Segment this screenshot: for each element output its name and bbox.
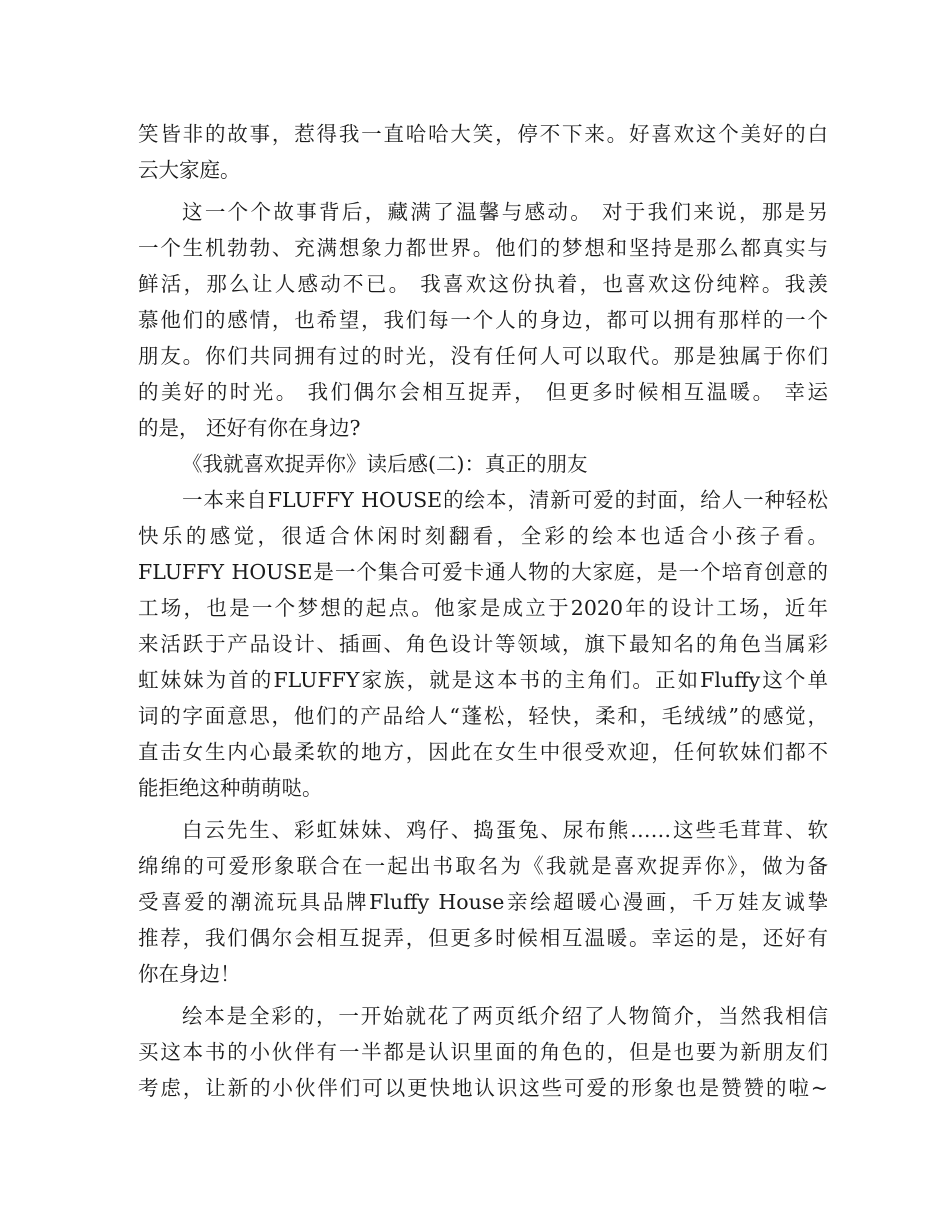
text-line: 云大家庭。 <box>138 158 241 182</box>
text-line: 的美好的时光。 我们偶尔会相互捉弄， 但更多时候相互温暖。 幸运 <box>138 380 828 404</box>
text-line: 朋友。你们共同拥有过的时光，没有任何人可以取代。那是独属于你们 <box>138 344 828 368</box>
body-text <box>138 116 828 1106</box>
text-line: 你在身边！ <box>138 962 241 986</box>
text-line: 直击女生内心最柔软的地方，因此在女生中很受欢迎，任何软妹们都不 <box>138 740 828 764</box>
text-line: 虹妹妹为首的FLUFFY家族，就是这本书的主角们。正如Fluffy这个单 <box>138 668 828 692</box>
text-line: 一个生机勃勃、充满想象力都世界。他们的梦想和坚持是那么都真实与 <box>138 236 828 260</box>
text-line: 白云先生、彩虹妹妹、鸡仔、捣蛋兔、尿布熊……这些毛茸茸、软 <box>182 818 828 842</box>
text-line: 考虑，让新的小伙伴们可以更快地认识这些可爱的形象也是赞赞的啦~ <box>138 1076 828 1100</box>
text-line: 买这本书的小伙伴有一半都是认识里面的角色的，但是也要为新朋友们 <box>138 1040 828 1064</box>
text-line: FLUFFY HOUSE是一个集合可爱卡通人物的大家庭，是一个培育创意的 <box>138 560 828 584</box>
text-line: 绵绵的可爱形象联合在一起出书取名为《我就是喜欢捉弄你》，做为备 <box>138 854 828 878</box>
text-line: 受喜爱的潮流玩具品牌Fluffy House亲绘超暖心漫画，千万娃友诚挚 <box>138 890 828 914</box>
text-line: 慕他们的感情，也希望，我们每一个人的身边，都可以拥有那样的一个 <box>138 308 828 332</box>
text-line: 快乐的感觉，很适合休闲时刻翻看，全彩的绘本也适合小孩子看。 <box>138 524 828 548</box>
text-line: 工场，也是一个梦想的起点。他家是成立于2020年的设计工场，近年 <box>138 596 828 620</box>
text-line: 的是， 还好有你在身边? <box>138 416 361 440</box>
text-line: 鲜活，那么让人感动不已。 我喜欢这份执着，也喜欢这份纯粹。我羡 <box>138 272 828 296</box>
text-line: 《我就喜欢捉弄你》读后感(二)：真正的朋友 <box>182 452 588 476</box>
text-line: 推荐，我们偶尔会相互捉弄，但更多时候相互温暖。幸运的是，还好有 <box>138 926 828 950</box>
text-line: 绘本是全彩的，一开始就花了两页纸介绍了人物简介，当然我相信 <box>182 1004 828 1028</box>
text-line: 一本来自FLUFFY HOUSE的绘本，清新可爱的封面，给人一种轻松 <box>182 488 828 512</box>
text-line: 词的字面意思，他们的产品给人“蓬松，轻快，柔和，毛绒绒”的感觉， <box>138 704 828 728</box>
text-line: 能拒绝这种萌萌哒。 <box>138 776 323 800</box>
text-line: 来活跃于产品设计、插画、角色设计等领域，旗下最知名的角色当属彩 <box>138 632 828 656</box>
text-line: 这一个个故事背后，藏满了温馨与感动。 对于我们来说，那是另 <box>182 200 828 224</box>
text-line: 笑皆非的故事，惹得我一直哈哈大笑，停不下来。好喜欢这个美好的白 <box>138 122 828 146</box>
